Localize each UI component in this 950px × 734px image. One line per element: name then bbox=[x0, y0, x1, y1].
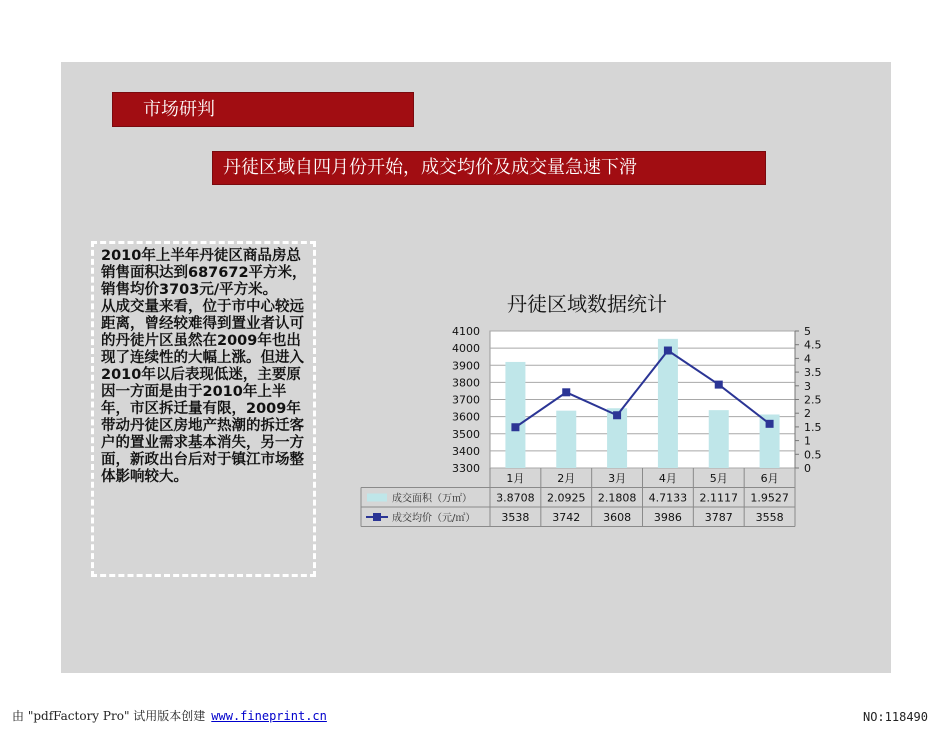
price-point-6 bbox=[766, 420, 774, 428]
legend-label-price: 成交均价（元/㎡） bbox=[392, 513, 476, 524]
data-label-area: 4.7133 bbox=[648, 491, 688, 505]
price-point-4 bbox=[664, 347, 672, 355]
data-label-price: 3986 bbox=[653, 511, 682, 524]
legend-marker-price bbox=[373, 513, 381, 521]
footer-text: 由 "pdfFactory Pro" 试用版本创建 bbox=[12, 709, 206, 723]
x-axis-label: 6月 bbox=[760, 472, 779, 485]
chart-grid bbox=[490, 331, 795, 468]
headline-banner: 丹徒区域自四月份开始，成交均价及成交量急速下滑 bbox=[212, 151, 766, 185]
left-axis-tick-label: 3400 bbox=[452, 444, 480, 458]
x-axis-label: 4月 bbox=[658, 472, 677, 485]
data-label-price: 3558 bbox=[755, 511, 784, 524]
left-axis-tick-label: 3600 bbox=[452, 410, 480, 424]
x-axis-label: 1月 bbox=[506, 472, 525, 485]
bar-area-5 bbox=[709, 410, 729, 468]
data-label-area: 1.9527 bbox=[750, 491, 789, 505]
right-axis-tick-label: 5 bbox=[804, 325, 811, 338]
data-label-area: 2.1117 bbox=[699, 491, 738, 505]
document-number: NO:118490 bbox=[862, 710, 928, 724]
data-label-price: 3538 bbox=[501, 511, 530, 524]
price-point-2 bbox=[562, 388, 570, 396]
right-axis-tick-label: 4.5 bbox=[804, 338, 822, 352]
right-axis-tick-label: 2 bbox=[804, 407, 811, 421]
data-label-price: 3608 bbox=[603, 511, 632, 524]
legend-swatch-area bbox=[367, 494, 387, 502]
legend-label-area: 成交面积（万㎡） bbox=[392, 493, 472, 505]
data-label-area: 2.1808 bbox=[597, 491, 637, 505]
left-axis-tick-label: 4000 bbox=[452, 342, 480, 356]
price-point-5 bbox=[715, 381, 723, 389]
price-point-1 bbox=[511, 423, 519, 431]
slide bbox=[61, 62, 891, 673]
footer-note bbox=[12, 707, 327, 724]
left-axis-tick-label: 3300 bbox=[452, 462, 480, 475]
analysis-paragraph-1: 2010年上半年丹徒区商品房总销售面积达到687672平方米，销售均价3703元/平方米。 bbox=[101, 248, 307, 298]
data-label-area: 3.8708 bbox=[496, 491, 535, 505]
chart-data-table bbox=[361, 468, 795, 527]
left-axis-tick-label: 4100 bbox=[452, 325, 480, 338]
right-axis-tick-label: 1.5 bbox=[804, 420, 822, 434]
bar-area-1 bbox=[505, 362, 525, 468]
data-label-area: 2.0925 bbox=[547, 491, 586, 505]
chart bbox=[61, 62, 891, 673]
x-axis-label: 2月 bbox=[557, 472, 576, 485]
right-axis-tick-label: 0 bbox=[804, 462, 811, 475]
right-axis-tick-label: 4 bbox=[804, 352, 811, 366]
left-axis-tick-label: 3700 bbox=[452, 393, 480, 407]
x-axis-label: 5月 bbox=[709, 472, 728, 485]
right-axis-tick-label: 3 bbox=[804, 379, 811, 393]
analysis-paragraph-2: 从成交量来看，位于市中心较远距离，曾经较难得到置业者认可的丹徒片区虽然在2009年也出现了连续性的大幅上涨。但进入2010年以后表现低迷，主要原因一方面是由于2010年上半年，市区拆迁量有限，2009年带动丹徒区房地产热潮的拆迁客户的置业需求基本消失，另一方面，新政出台后对于镇江市场整体影响较大。 bbox=[101, 299, 304, 485]
right-axis-tick-label: 2.5 bbox=[804, 393, 822, 407]
left-axis-tick-label: 3900 bbox=[452, 359, 480, 373]
data-label-price: 3787 bbox=[704, 511, 733, 524]
bar-area-2 bbox=[556, 411, 576, 468]
right-axis-tick-label: 3.5 bbox=[804, 366, 822, 380]
data-label-price: 3742 bbox=[552, 511, 581, 524]
footer-link[interactable]: www.fineprint.cn bbox=[211, 709, 327, 723]
left-axis-tick-label: 3800 bbox=[452, 376, 480, 390]
left-axis-tick-label: 3500 bbox=[452, 427, 480, 441]
price-point-3 bbox=[613, 411, 621, 419]
right-axis-tick-label: 1 bbox=[804, 434, 811, 448]
section-title: 市场研判 bbox=[112, 92, 414, 127]
chart-title: 丹徒区域数据统计 bbox=[507, 292, 667, 316]
x-axis-label: 3月 bbox=[608, 472, 627, 485]
right-axis-tick-label: 0.5 bbox=[804, 448, 822, 462]
